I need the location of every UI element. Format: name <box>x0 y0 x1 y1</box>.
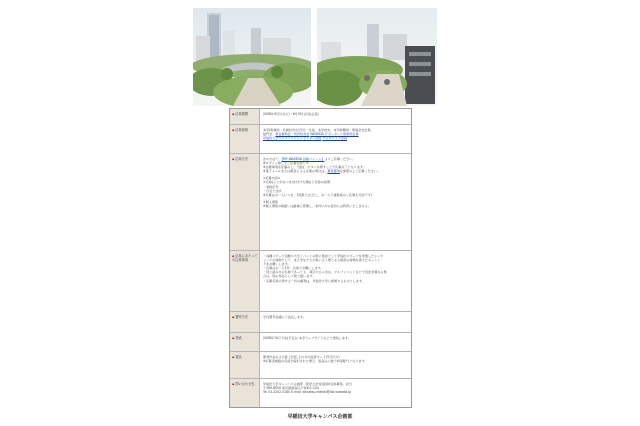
row-eligibility <box>230 125 411 154</box>
row-label: ◆応募方法 <box>230 154 260 250</box>
diamond-bullet-icon: ◆ <box>232 382 235 386</box>
diamond-bullet-icon: ◆ <box>232 254 235 258</box>
row-value: ・各種スポーツ活動や大学イベントの際に施設として早稲田スポーツを象徴したシンボ リックな建物として、また学生たちが集い合う場となる施設の特徴を捉えたネーミン グをお願いします。 ・応募はお一人1件、名前でお願いします。 ・同じ読み方の名称であっても、漢字やひらがな、アルファベットなどで表記が異なる場 合は、別の作品として取り扱います。 ・応募名称に関する一切の権利は、早稲田大学に帰属するものとします。 <box>263 254 387 283</box>
row-value: 次の方法で、【MY WASEDA 投稿フォーム】よりご応募ください。 ※ログイン無しでご応募可能です。 ※必要事項を記載の上、「送信」ボタンを押すことで応募完了となります。 ※電子メールまたは郵送による応募の場合は、募集要項を参照の上ご応募ください。 <応募内容> ①名称(ふりがなつき)を付けた理由と名称の説明 ・愛称記号 ・氏名と住所 ※応募はお一人につき、1回限り(ただし、お一人で複数案のご応募も可能です) ②個人情報 ※個人情報の取扱いは厳重に管理し、本件以外の目的には利用いたしません。 <box>263 157 380 208</box>
row-method <box>230 154 411 251</box>
row-prizes <box>230 352 411 379</box>
row-value: 2008年10月下旬(予定)に本学ウェブサイトなどで発表します。 <box>263 336 351 340</box>
diamond-bullet-icon: ◆ <box>232 112 235 116</box>
diamond-bullet-icon: ◆ <box>232 157 235 161</box>
row-label: ◆選考方法 <box>230 312 260 332</box>
link-extension-center[interactable]: 早稲田大学エクステンションセンター会員 <box>263 136 322 141</box>
row-value: 学内選考会議にて決定します。 <box>263 315 307 319</box>
row-value: 早稲田大学キャンパス企画部「新記念会堂(仮称)名称募集」担当 〒169-8050 東京都新宿区戸塚町1-104 Tel 03-3202-5180 E-mail: shisetsu-meishi@list.waseda.jp <box>263 382 352 395</box>
link-kyoshi-sanjokai[interactable]: 教旨賛助会・所沢校友会 <box>275 132 310 137</box>
row-value: 2008年4月1日(火)〜6月30日(月)(必着) <box>263 112 319 116</box>
link-my-waseda-form[interactable]: 【MY WASEDA 投稿フォーム】 <box>281 157 325 161</box>
row-value: 本学(附属校・系属校含む)学生・生徒、本学校友、本学教職員・関連会社社員、 稲門会、教旨賛助会・所沢校友会 WASEDA サポーターズ倶楽部会員 早稲田大学エクステンションセンター会員 ワセダクラブ会員 <box>263 128 374 141</box>
diamond-bullet-icon: ◆ <box>232 336 235 340</box>
link-waseda-club[interactable]: ワセダクラブ会員 <box>322 136 348 141</box>
rendering-image-left <box>193 8 311 106</box>
diamond-bullet-icon: ◆ <box>232 315 235 319</box>
row-label: ◆応募資格 <box>230 125 260 153</box>
organization-name: 早稲田大学キャンパス企画部 <box>287 414 353 420</box>
row-announcement <box>230 333 411 352</box>
row-label: ◆応募期間 <box>230 109 260 124</box>
row-label: ◆問い合わせ先 <box>230 379 260 407</box>
row-label: ◆賞品 <box>230 352 260 378</box>
row-label: ◆応募にあたっての注意事項 <box>230 251 260 311</box>
link-guidelines[interactable]: 募集要項 <box>327 169 340 174</box>
row-period <box>230 109 411 125</box>
diamond-bullet-icon: ◆ <box>232 128 235 132</box>
row-contact <box>230 379 411 407</box>
link-waseda-supporters[interactable]: WASEDA サポーターズ倶楽部会員 <box>310 132 359 137</box>
row-notes <box>230 251 411 312</box>
row-selection <box>230 312 411 333</box>
info-table <box>229 108 412 408</box>
row-label: ◆発表 <box>230 333 260 351</box>
rendering-image-right <box>317 8 437 106</box>
diamond-bullet-icon: ◆ <box>232 355 235 359</box>
row-value: 優秀作品および最上位賞 それぞれ図書カード(5万円分) ※応募者複数の名前が採択された場合、賞品は人数で均等配分となります。 <box>263 355 368 364</box>
